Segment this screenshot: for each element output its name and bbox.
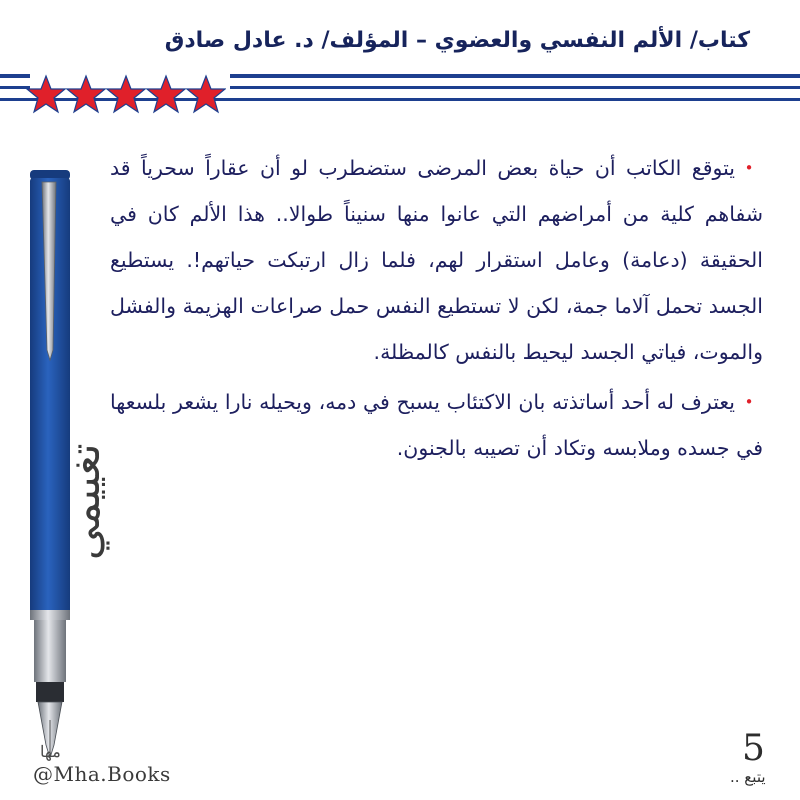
star-icon xyxy=(146,74,186,114)
bullet-icon: • xyxy=(744,159,754,177)
header-divider-middle xyxy=(230,86,800,89)
book-title: كتاب/ الألم النفسي والعضوي – المؤلف/ د. عادل صادق xyxy=(164,28,750,53)
star-icon xyxy=(66,74,106,114)
page-number: 5 xyxy=(742,728,765,769)
star-icon xyxy=(26,74,66,114)
social-handle: @Mha.Books xyxy=(33,762,171,786)
summary-paragraph-2 xyxy=(110,379,765,471)
star-icon xyxy=(106,74,146,114)
paragraph-text: يتوقع الكاتب أن حياة بعض المرضى ستضطرب لو أن عقاراً سحرياً قد شفاهم كلية من أمراضهم التي عانوا منها سنيناً طوالا.. هذا الألم كان في الحقيقة (دعامة) وعامل استقرار لهم، فلما زال ارتبكت حياتهم!. يستطيع الجسد تحمل آلاما جمة، لكن لا تستطيع النفس حمل صراعات الهزيمة والفشل والموت، فياتي الجسد ليحيط بالنفس كالمظلة. xyxy=(110,156,763,364)
signature-vertical: تغييمي xyxy=(60,443,109,560)
header-divider-top xyxy=(230,74,800,78)
continued-label: يتبع .. xyxy=(730,768,766,786)
summary-paragraph-1 xyxy=(110,145,765,375)
rating-stars xyxy=(26,74,226,114)
summary-body xyxy=(110,145,765,471)
star-icon xyxy=(186,74,226,114)
paragraph-text: يعترف له أحد أساتذته بان الاكتئاب يسبح في دمه، ويحيله نارا يشعر بلسعها في جسده وملابسه وتكاد أن تصيبه بالجنون. xyxy=(110,390,763,460)
signature-name: مها xyxy=(40,742,61,761)
bullet-icon: • xyxy=(744,393,754,411)
